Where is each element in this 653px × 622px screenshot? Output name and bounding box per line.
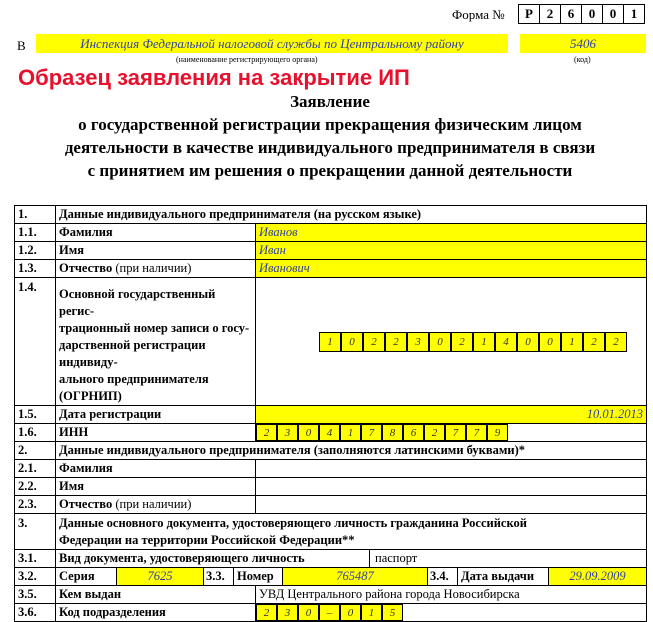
digit-box[interactable]: 2 bbox=[424, 424, 445, 441]
field-label-main: Отчество bbox=[59, 497, 113, 511]
digit-box[interactable]: 0 bbox=[341, 332, 363, 352]
section-title bbox=[56, 514, 647, 550]
heading-line: деятельности в качестве индивидуального предпринимателя в связи bbox=[64, 138, 596, 157]
field-label-note: (при наличии) bbox=[112, 261, 192, 275]
row-number: 1. bbox=[15, 206, 56, 224]
doc-details-cell bbox=[56, 568, 647, 586]
section-row bbox=[15, 206, 647, 224]
digit-box[interactable]: 1 bbox=[340, 424, 361, 441]
field-label bbox=[56, 278, 256, 406]
digit-box[interactable]: 2 bbox=[385, 332, 407, 352]
digit-box[interactable]: 1 bbox=[561, 332, 583, 352]
name-field[interactable]: Иван bbox=[256, 242, 647, 260]
application-form bbox=[14, 205, 647, 622]
table-row bbox=[15, 278, 647, 406]
row-number: 1.2. bbox=[15, 242, 56, 260]
table-row bbox=[15, 424, 647, 442]
table-row bbox=[15, 224, 647, 242]
field-label: ИНН bbox=[56, 424, 256, 442]
form-code-digit: 1 bbox=[623, 4, 645, 24]
field-label: Фамилия bbox=[56, 224, 256, 242]
digit-box[interactable]: 7 bbox=[445, 424, 466, 441]
authority-hint: (наименование регистрирующего органа) bbox=[176, 55, 318, 64]
table-row bbox=[15, 586, 647, 604]
field-label: Дата выдачи bbox=[458, 568, 549, 585]
inn-digits[interactable] bbox=[256, 424, 646, 441]
ogrnip-digits[interactable] bbox=[319, 332, 643, 352]
section-title: Данные индивидуального предпринимателя (заполняются латинскими буквами)* bbox=[56, 442, 647, 460]
digit-box[interactable]: 5 bbox=[382, 604, 403, 621]
digit-box[interactable]: 0 bbox=[340, 604, 361, 621]
heading-line: Заявление bbox=[290, 92, 370, 111]
authority-field[interactable]: Инспекция Федеральной налоговой службы по Центральному району bbox=[36, 34, 508, 53]
document-heading bbox=[20, 90, 640, 182]
form-number-label: Форма № bbox=[452, 7, 505, 22]
table-row bbox=[15, 242, 647, 260]
row-number: 3.4. bbox=[428, 568, 458, 585]
table-row bbox=[15, 496, 647, 514]
field-label: Дата регистрации bbox=[56, 406, 256, 424]
digit-box[interactable]: – bbox=[319, 604, 340, 621]
digit-box[interactable]: 6 bbox=[403, 424, 424, 441]
row-number: 2.3. bbox=[15, 496, 56, 514]
field-label-note: (при наличии) bbox=[112, 497, 192, 511]
row-number: 2. bbox=[15, 442, 56, 460]
digit-box[interactable]: 0 bbox=[539, 332, 561, 352]
digit-box[interactable]: 1 bbox=[319, 332, 341, 352]
doc-type-field[interactable]: паспорт bbox=[375, 551, 418, 565]
field-label: Серия bbox=[59, 569, 95, 583]
latin-name-field[interactable] bbox=[256, 478, 647, 496]
table-row bbox=[15, 260, 647, 278]
field-label-main: Отчество bbox=[59, 261, 113, 275]
digit-box[interactable]: 2 bbox=[583, 332, 605, 352]
form-code-digit: 0 bbox=[581, 4, 603, 24]
digit-box[interactable]: 3 bbox=[277, 604, 298, 621]
form-code-digit: 0 bbox=[602, 4, 624, 24]
digit-box[interactable]: 2 bbox=[363, 332, 385, 352]
table-row bbox=[15, 460, 647, 478]
section-title: Данные индивидуального предпринимателя (на русском языке) bbox=[56, 206, 647, 224]
heading-line: с принятием им решения о прекращении данной деятельности bbox=[87, 161, 573, 180]
digit-box[interactable]: 2 bbox=[451, 332, 473, 352]
field-label: Кем выдан bbox=[56, 586, 256, 604]
row-number: 1.5. bbox=[15, 406, 56, 424]
surname-field[interactable]: Иванов bbox=[256, 224, 647, 242]
field-label bbox=[56, 260, 256, 278]
digit-box[interactable]: 9 bbox=[487, 424, 508, 441]
digit-box[interactable]: 0 bbox=[517, 332, 539, 352]
row-number: 3.2. bbox=[15, 568, 56, 586]
section-row bbox=[15, 514, 647, 550]
row-number: 3. bbox=[15, 514, 56, 550]
table-row bbox=[15, 478, 647, 496]
row-number: 3.1. bbox=[15, 550, 56, 568]
row-number: 3.6. bbox=[15, 604, 56, 622]
row-number: 1.1. bbox=[15, 224, 56, 242]
issue-date-field[interactable]: 29.09.2009 bbox=[549, 568, 646, 585]
row-number: 2.2. bbox=[15, 478, 56, 496]
inn-cell bbox=[256, 424, 647, 442]
form-number bbox=[518, 4, 645, 24]
subdivision-code-cell bbox=[256, 604, 647, 622]
series-field[interactable]: 7625 bbox=[116, 568, 204, 585]
heading-line: о государственной регистрации прекращения физическим лицом bbox=[78, 115, 582, 134]
digit-box[interactable]: 0 bbox=[298, 604, 319, 621]
code-field[interactable]: 5406 bbox=[520, 34, 646, 53]
digit-box[interactable]: 8 bbox=[382, 424, 403, 441]
digit-box[interactable]: 0 bbox=[298, 424, 319, 441]
digit-box[interactable]: 4 bbox=[495, 332, 517, 352]
row-number: 1.6. bbox=[15, 424, 56, 442]
row-number: 3.5. bbox=[15, 586, 56, 604]
doc-type-cell bbox=[56, 550, 647, 568]
form-code-digit: 2 bbox=[539, 4, 561, 24]
digit-box[interactable]: 7 bbox=[361, 424, 382, 441]
row-number: 2.1. bbox=[15, 460, 56, 478]
to-label: В bbox=[17, 38, 26, 53]
label-line: трационный номер записи о госу- bbox=[59, 321, 250, 335]
digit-box[interactable]: 3 bbox=[407, 332, 429, 352]
digit-box[interactable]: 2 bbox=[256, 604, 277, 621]
registration-date-field[interactable]: 10.01.2013 bbox=[256, 406, 647, 424]
digit-box[interactable]: 3 bbox=[277, 424, 298, 441]
row-number: 1.4. bbox=[15, 278, 56, 406]
label-line: Основной государственный регис- bbox=[59, 287, 216, 318]
digit-box[interactable]: 4 bbox=[319, 424, 340, 441]
field-label: Вид документа, удостоверяющего личность bbox=[56, 550, 370, 567]
label-line: Данные основного документа, удостоверяющего личность гражданина Российской bbox=[59, 515, 527, 530]
digit-box[interactable]: 2 bbox=[256, 424, 277, 441]
field-label: Имя bbox=[56, 242, 256, 260]
label-line: Федерации на территории Российской Федерации** bbox=[59, 532, 355, 547]
label-line: ального предпринимателя (ОГРНИП) bbox=[59, 372, 209, 403]
page-title: Образец заявления на закрытие ИП bbox=[18, 65, 410, 90]
field-label bbox=[56, 496, 256, 514]
digit-box[interactable]: 7 bbox=[466, 424, 487, 441]
form-code-digit: Р bbox=[518, 4, 540, 24]
latin-patronymic-field[interactable] bbox=[256, 496, 647, 514]
digit-box[interactable]: 1 bbox=[473, 332, 495, 352]
digit-box[interactable]: 0 bbox=[429, 332, 451, 352]
number-field[interactable]: 765487 bbox=[282, 568, 428, 585]
table-row bbox=[15, 568, 647, 586]
field-label: Имя bbox=[56, 478, 256, 496]
field-label: Фамилия bbox=[56, 460, 256, 478]
ogrnip-cell bbox=[256, 278, 647, 406]
latin-surname-field[interactable] bbox=[256, 460, 647, 478]
digit-box[interactable]: 2 bbox=[605, 332, 627, 352]
table-row bbox=[15, 406, 647, 424]
subdivision-code-digits[interactable] bbox=[256, 604, 646, 621]
section-row bbox=[15, 442, 647, 460]
code-hint: (код) bbox=[574, 55, 591, 64]
row-number: 3.3. bbox=[204, 568, 234, 585]
field-label: Код подразделения bbox=[56, 604, 256, 622]
table-row bbox=[15, 550, 647, 568]
issued-by-field[interactable]: УВД Центрального района города Новосибирска bbox=[256, 586, 647, 604]
digit-box[interactable]: 1 bbox=[361, 604, 382, 621]
form-code-digit: 6 bbox=[560, 4, 582, 24]
row-number: 1.3. bbox=[15, 260, 56, 278]
table-row bbox=[15, 604, 647, 622]
patronymic-field[interactable]: Иванович bbox=[256, 260, 647, 278]
field-label: Номер bbox=[237, 569, 274, 583]
label-line: дарственной регистрации индивиду- bbox=[59, 338, 206, 369]
